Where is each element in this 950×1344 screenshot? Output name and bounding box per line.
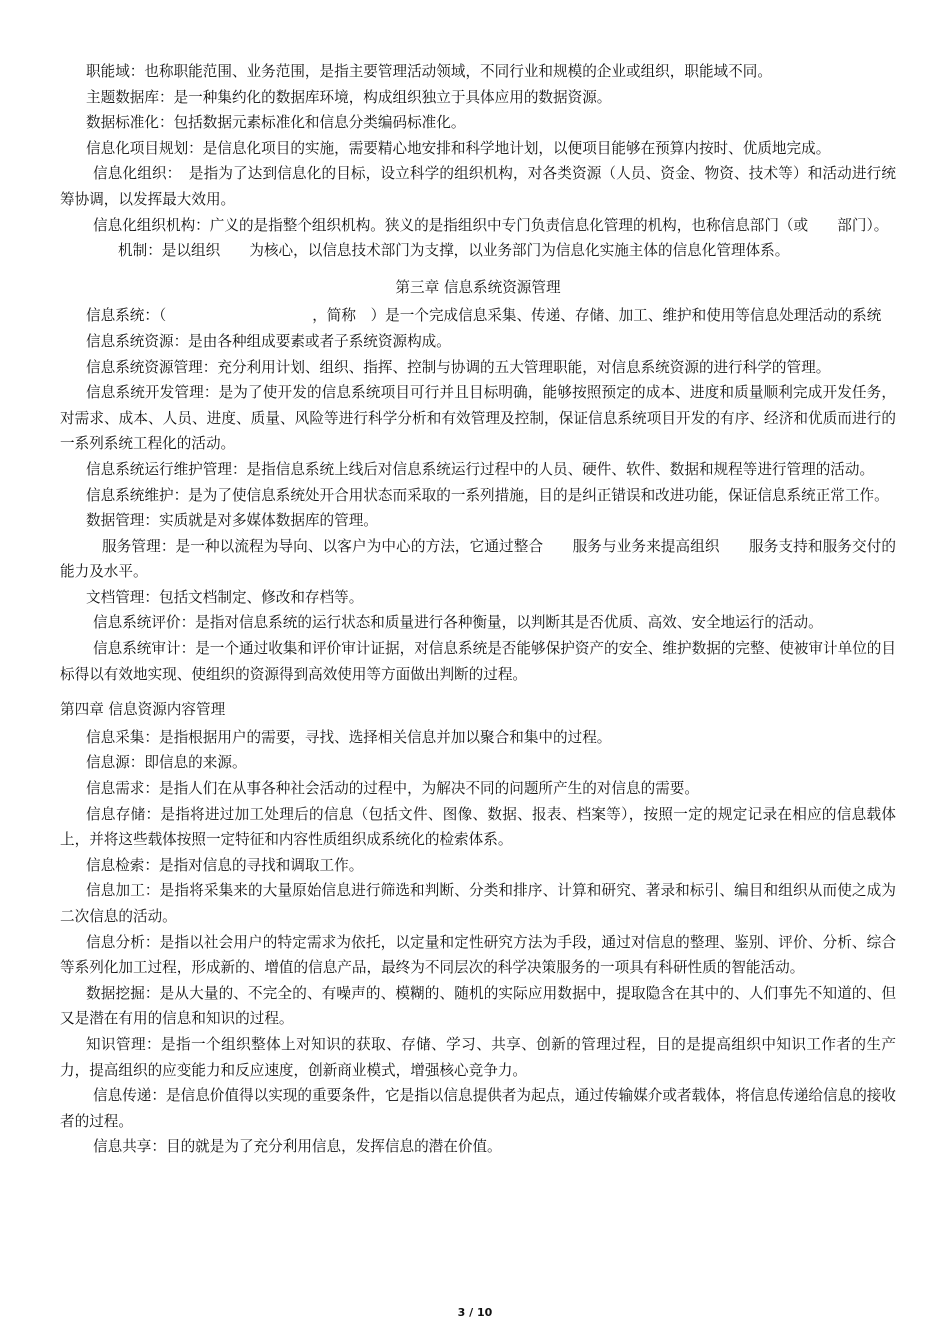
section-chapter-3 (60, 303, 896, 687)
paragraph: 信息采集：是指根据用户的需要，寻找、选择相关信息并加以聚合和集中的过程。 (86, 728, 612, 746)
chapter-4-title: 第四章 信息资源内容管理 (60, 701, 226, 719)
paragraph: 信息存储：是指将进过加工处理后的信息（包括文件、图像、数据、报表、档案等），按照一定的规定记录在相应的信息载体上，并将这些载体按照一定特征和内容性质组织成系统化的检索体系。 (60, 805, 896, 849)
paragraph: 信息分析：是指以社会用户的特定需求为依托，以定量和定性研究方法为手段，通过对信息的整理、鉴别、评价、分析、综合等系列化加工过程，形成新的、增值的信息产品，最终为不同层次的科学决策服务的一项具有科研性质的智能活动。 (60, 933, 896, 977)
paragraph: 信息系统审计：是一个通过收集和评价审计证据，对信息系统是否能够保护资产的安全、维护数据的完整、使被审计单位的目标得以有效地实现、使组织的资源得到高效使用等方面做出判断的过程。 (60, 640, 896, 683)
paragraph: 信息化组织： 是指为了达到信息化的目标，设立科学的组织机构，对各类资源（人员、资金、物资、技术等）和活动进行统筹协调，以发挥最大效用。 (60, 165, 896, 208)
paragraph: 信息检索：是指对信息的寻找和调取工作。 (86, 856, 364, 874)
paragraph: 信息系统开发管理：是为了使开发的信息系统项目可行并且目标明确，能够按照预定的成本、进度和质量顺利完成开发任务，对需求、成本、人员、进度、质量、风险等进行科学分析和有效管理及控制，保证信息系统项目开发的有序、经济和优质而进行的一系列系统工程化的活动。 (60, 384, 896, 453)
paragraph: 服务管理：是一种以流程为导向、以客户为中心的方法，它通过整合 服务与业务来提高组织 服务支持和服务交付的能力及水平。 (60, 537, 896, 581)
document-body (60, 59, 896, 1160)
paragraph: 信息共享：目的就是为了充分利用信息，发挥信息的潜在价值。 (93, 1138, 502, 1156)
paragraph: 信息系统资源管理：充分利用计划、组织、指挥、控制与协调的五大管理职能，对信息系统资源的进行科学的管理。 (86, 358, 831, 376)
page-number: 3 / 10 (457, 1306, 493, 1319)
paragraph: 信息系统资源：是由各种组成要素或者子系统资源构成。 (86, 332, 451, 350)
paragraph: 信息源：即信息的来源。 (86, 754, 247, 772)
section-top (60, 59, 896, 264)
paragraph: 主题数据库：是一种集约化的数据库环境，构成组织独立于具体应用的数据资源。 (86, 88, 612, 106)
paragraph: 知识管理：是指一个组织整体上对知识的获取、存储、学习、共享、创新的管理过程，目的是提高组织中知识工作者的生产力，提高组织的应变能力和反应速度，创新商业模式，增强核心竞争力。 (60, 1035, 896, 1079)
paragraph: 信息化组织机构：广义的是指整个组织机构。狭义的是指组织中专门负责信息化管理的机构，也称信息部门（或 部门）。 (93, 216, 889, 234)
section-chapter-4 (60, 725, 896, 1160)
paragraph: 信息传递：是信息价值得以实现的重要条件，它是指以信息提供者为起点，通过传输媒介或者载体，将信息传递给信息的接收者的过程。 (60, 1087, 896, 1130)
paragraph: 数据标准化：包括数据元素标准化和信息分类编码标准化。 (86, 114, 466, 132)
paragraph: 机制：是以组织 为核心，以信息技术部门为支撑，以业务部门为信息化实施主体的信息化管理体系。 (118, 242, 790, 260)
paragraph: 信息系统评价：是指对信息系统的运行状态和质量进行各种衡量，以判断其是否优质、高效、安全地运行的活动。 (93, 614, 823, 632)
paragraph: 文档管理：包括文档制定、修改和存档等。 (86, 588, 364, 606)
paragraph: 信息系统：（ ，简称 ）是一个完成信息采集、传递、存储、加工、维护和使用等信息处理活动的系统 (86, 307, 882, 325)
paragraph: 信息系统维护：是为了使信息系统处开合用状态而采取的一系列措施，目的是纠正错误和改进功能，保证信息系统正常工作。 (86, 486, 889, 504)
paragraph: 信息系统运行维护管理：是指信息系统上线后对信息系统运行过程中的人员、硬件、软件、数据和规程等进行管理的活动。 (86, 460, 875, 478)
paragraph: 数据管理：实质就是对多媒体数据库的管理。 (86, 512, 378, 530)
paragraph: 信息加工：是指将采集来的大量原始信息进行筛选和判断、分类和排序、计算和研究、著录和标引、编目和组织从而使之成为二次信息的活动。 (60, 882, 896, 925)
paragraph: 信息化项目规划：是信息化项目的实施，需要精心地安排和科学地计划，以便项目能够在预算内按时、优质地完成。 (86, 139, 831, 157)
paragraph: 信息需求：是指人们在从事各种社会活动的过程中，为解决不同的问题所产生的对信息的需要。 (86, 780, 699, 798)
chapter-3-title: 第三章 信息系统资源管理 (395, 278, 561, 296)
paragraph: 职能域：也称职能范围、业务范围，是指主要管理活动领域，不同行业和规模的企业或组织，职能域不同。 (86, 63, 772, 80)
paragraph: 数据挖掘：是从大量的、不完全的、有噪声的、模糊的、随机的实际应用数据中，提取隐含在其中的、人们事先不知道的、但又是潜在有用的信息和知识的过程。 (60, 984, 896, 1028)
